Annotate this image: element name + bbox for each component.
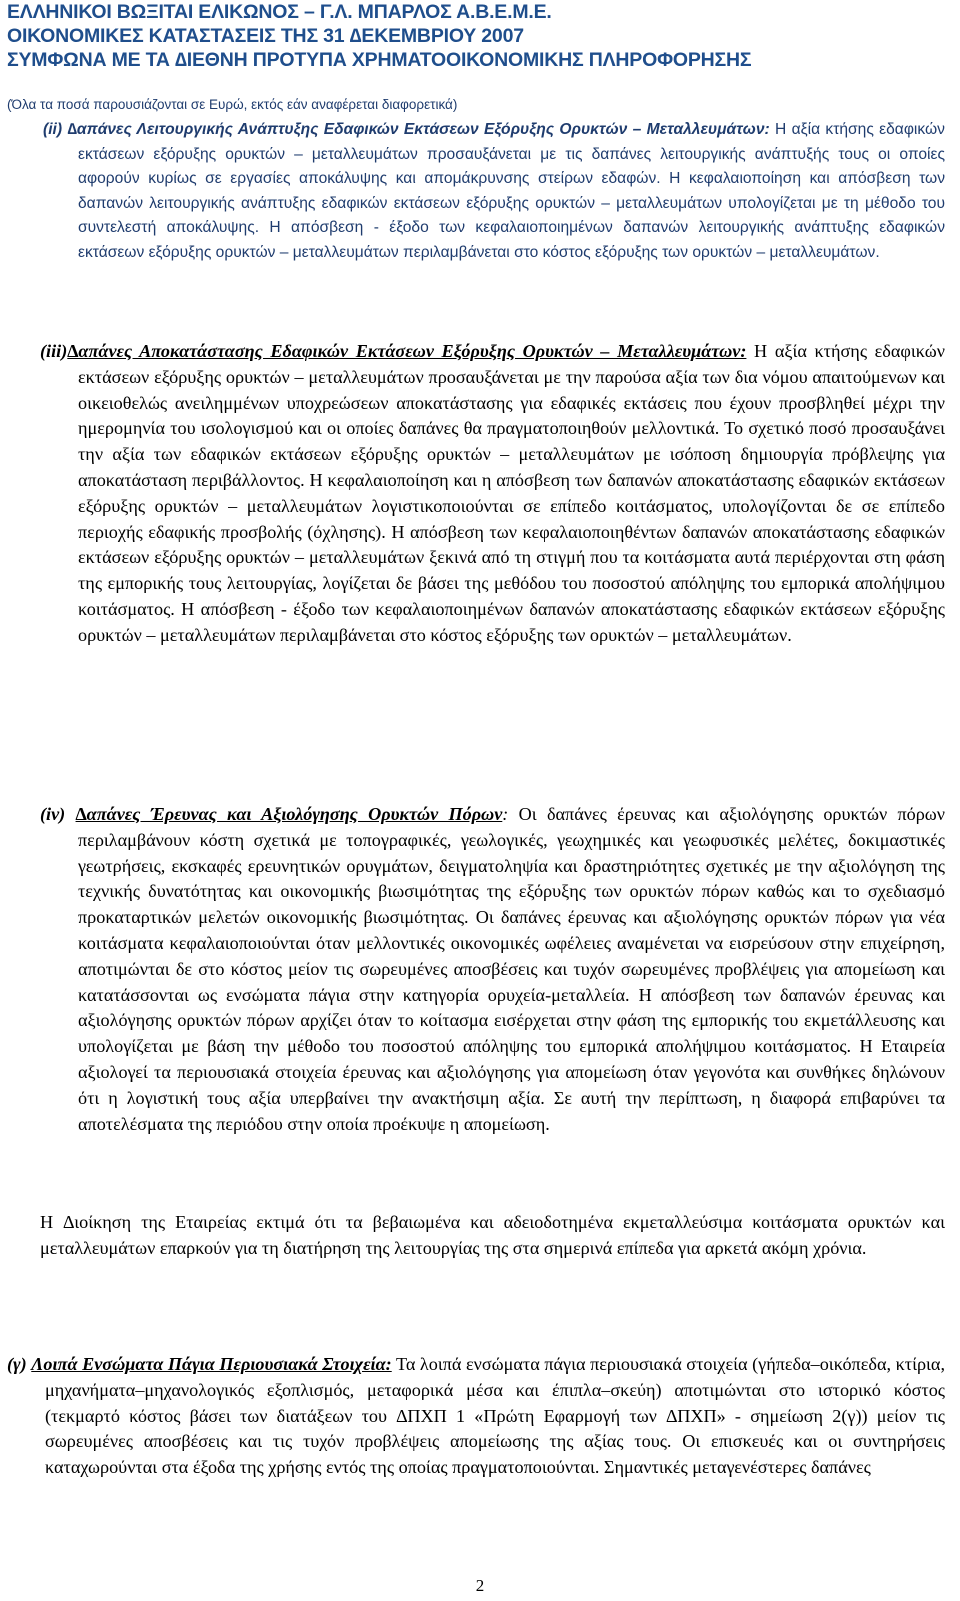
section-iii-body: Η αξία κτήσης εδαφικών εκτάσεων εξόρυξης ορυκτών – μεταλλευμάτων προσαυξάνεται με την παρούσα αξία των δια νόμου απαιτούμενων και οικειοθελώς ανειλημμένων υποχρεώσεων αποκατάστασης για εδαφικές εκτάσεις που έχουν προσβληθεί μέχρι την ημερομηνία του ισολογισμού και οι οποίες δαπάνες θα πραγματοποιηθούν μελλοντικά. Το σχετικό ποσό προσαυξάνει την αξία των εδαφικών εκτάσεων εξόρυξης ορυκτών – μεταλλευμάτων με ισόποση δημιουργία πρόβλεψης για αποκατάσταση περιβάλλοντος. Η κεφαλαιοποίηση και η απόσβεση των δαπανών αποκατάστασης εδαφικών εκτάσεων εξόρυξης ορυκτών – μεταλλευμάτων λογιστικοποιούνται σε επίπεδο κοιτάσματος, υπολογίζονται δε σε επίπεδο περιοχής εδαφικής προσβολής (όχλησης). Η απόσβεση των κεφαλαιοποιηθέντων δαπανών αποκατάστασης εδαφικών εκτάσεων εξόρυξης ορυκτών – μεταλλευμάτων ξεκινά από τη στιγμή που τα κοιτάσματα αυτά περιέρχονται στη φάση της εμπορικής τους λειτουργίας, λογίζεται δε βάσει της μεθόδου του ποσοστού απόληψης του εμπορικά απολήψιμου κοιτάσματος. Η απόσβεση - έξοδο των κεφαλαιοποιημένων δαπανών αποκατάστασης εδαφικών εκτάσεων εξόρυξης ορυκτών – μεταλλευμάτων περιλαμβάνεται στο κόστος εξόρυξης των ορυκτών – μεταλλευμάτων.: [78, 341, 945, 645]
section-ii: [40, 118, 945, 266]
header-company: ΕΛΛΗΝΙΚΟΙ ΒΩΞΙΤΑΙ ΕΛΙΚΩΝΟΣ – Γ.Λ. ΜΠΑΡΛΟΣ Α.Β.Ε.Μ.Ε.: [7, 1, 552, 23]
document-header: [7, 0, 952, 72]
section-iv-body: Οι δαπάνες έρευνας και αξιολόγησης ορυκτών πόρων περιλαμβάνουν κόστη σχετικά με τοπογραφικές, γεωλογικές, γεωχημικές και γεωφυσικές μελέτες, δοκιμαστικές γεωτρήσεις, εκσκαφές ερευνητικών ορυγμάτων, δειγματοληψία και δραστηριότητες σχετικές με την αξιολόγηση της τεχνικής δυνατότητας και οικονομικής βιωσιμότητας της εξόρυξης των ορυκτών πόρων καθώς και το σχεδιασμό προκαταρτικών μελετών οικονομικής βιωσιμότητας. Οι δαπάνες έρευνας και αξιολόγησης ορυκτών πόρων για νέα κοιτάσματα κεφαλαιοποιούνται όταν μελλοντικές οικονομικές ωφέλειες αναμένεται να εισρεύσουν στην επιχείρηση, αποτιμώνται δε στο κόστος μείον τις σωρευμένες αποσβέσεις και τυχόν σωρευμένες προβλέψεις για απομείωση και κατατάσσονται ως ενσώματα πάγια στην κατηγορία ορυχεία-μεταλλεία. Η απόσβεση των δαπανών έρευνας και αξιολόγησης ορυκτών πόρων αρχίζει όταν το κοίτασμα εισέρχεται στην φάση της εμπορικής του εκμετάλλευσης και υπολογίζεται με βάση την μέθοδο του ποσοστού απόληψης του εμπορικά απολήψιμου κοιτάσματος. Η Εταιρεία αξιολογεί τα περιουσιακά στοιχεία έρευνας και αξιολόγησης για απομείωση όταν γεγονότα και συνθήκες δηλώνουν ότι η λογιστική τους αξία υπερβαίνει την ανακτήσιμη αξία. Σε αυτή την περίπτωση, η διαφορά επιβαρύνει τα αποτελέσματα της περιόδου στην οποία προέκυψε η απομείωση.: [78, 804, 945, 1134]
section-iii: [40, 339, 945, 649]
section-iv: [40, 802, 945, 1137]
section-iii-number: (iii): [40, 341, 68, 361]
section-ii-body: Η αξία κτήσης εδαφικών εκτάσεων εξόρυξης ορυκτών – μεταλλευμάτων προσαυξάνεται με τις δαπάνες λειτουργικής ανάπτυξής τους οι οποίες αφορούν κυρίως σε εργασίες αποκάλυψης και απομάκρυνσης στείρων εδαφών. Η κεφαλαιοποίηση και απόσβεση των δαπανών λειτουργικής ανάπτυξης εδαφικών εκτάσεων εξόρυξης ορυκτών – μεταλλευμάτων υπολογίζεται με τη μέθοδο του συντελεστή αποκάλυψης. Η απόσβεση - έξοδο των κεφαλαιοποιημένων δαπανών λειτουργικής ανάπτυξης εδαφικών εκτάσεων εξόρυξης ορυκτών – μεταλλευμάτων περιλαμβάνεται στο κόστος εξόρυξης των ορυκτών – μεταλλευμάτων.: [78, 121, 945, 261]
currency-note: (Όλα τα ποσά παρουσιάζονται σε Ευρώ, εκτός εάν αναφέρεται διαφορετικά): [7, 97, 458, 112]
header-standards: ΣΥΜΦΩΝΑ ΜΕ ΤΑ ∆ΙΕΘΝΗ ΠΡΟΤΥΠΑ ΧΡΗΜΑΤΟΟΙΚΟΝΟΜΙΚΗΣ ΠΛΗΡΟΦΟΡΗΣΗΣ: [7, 49, 752, 71]
section-iv-number: (iv): [40, 804, 66, 824]
section-g-number: (γ): [7, 1354, 27, 1374]
section-g-body: Τα λοιπά ενσώματα πάγια περιουσιακά στοιχεία (γήπεδα–οικόπεδα, κτίρια, μηχανήματα–μηχανολογικός εξοπλισμός, μεταφορικά μέσα και έπιπλα–σκεύη) αποτιμώνται στο ιστορικό κόστος (τεκμαρτό κόστος βάσει των διατάξεων του ∆ΠΧΠ 1 «Πρώτη Εφαρμογή των ∆ΠΧΠ» - σημείωση 2(γ)) μείον τις σωρευμένες αποσβέσεις και τις τυχόν προβλέψεις απομείωσης της αξίας τους. Οι επισκευές και οι συντηρήσεις καταχωρούνται στα έξοδα της χρήσης εντός της οποίας πραγματοποιούνται. Σημαντικές μεταγενέστερες δαπάνες: [45, 1354, 946, 1478]
management-paragraph: Η ∆ιοίκηση της Εταιρείας εκτιμά ότι τα βεβαιωμένα και αδειοδοτημένα εκμεταλλεύσιμα κοιτάσματα ορυκτών και μεταλλευμάτων επαρκούν για τη διατήρηση της λειτουργίας της στα σημερινά επίπεδα για αρκετά ακόμη χρόνια.: [40, 1212, 945, 1258]
page-number: 2: [475, 1576, 485, 1595]
section-iii-heading: ∆απάνες Αποκατάστασης Εδαφικών Εκτάσεων Εξόρυξης Ορυκτών – Μεταλλευμάτων:: [67, 341, 747, 361]
section-ii-heading: ∆απάνες Λειτουργικής Ανάπτυξης Εδαφικών Εκτάσεων Εξόρυξης Ορυκτών – Μεταλλευμάτων:: [67, 121, 770, 138]
section-iv-colon: :: [502, 804, 509, 824]
section-g: [7, 1352, 945, 1481]
header-statements-title: ΟΙΚΟΝΟΜΙΚΕΣ ΚΑΤΑΣΤΑΣΕΙΣ ΤΗΣ 31 ∆ΕΚΕΜΒΡΙΟΥ 2007: [7, 25, 524, 47]
section-g-heading: Λοιπά Ενσώματα Πάγια Περιουσιακά Στοιχεία:: [31, 1354, 392, 1374]
section-ii-number: (ii): [43, 121, 63, 138]
section-iv-heading: ∆απάνες Έρευνας και Αξιολόγησης Ορυκτών Πόρων: [75, 804, 503, 824]
